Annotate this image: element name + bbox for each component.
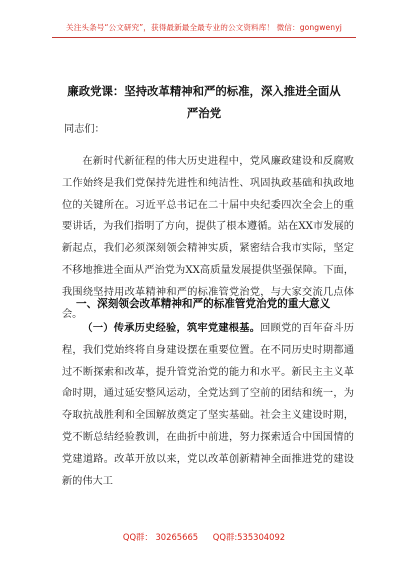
subsection-heading-1: （一）传承历史经验，筑牢党建根基。	[82, 322, 261, 334]
header-divider	[52, 37, 356, 38]
header-promo-text: 关注头条号“公文研究”，获得最新最全最专业的公文资料库！ 微信：gongwenyj	[66, 23, 342, 32]
paragraph-intro: 在新时代新征程的伟大历史进程中，党风廉政建设和反腐败工作始终是我们党保持先进性和纯洁性、巩固执政基础和执政地位的关键所在。习近平总书记在二十届中央纪委四次全会上的重要讲话，为我们指明了方向，提供了根本遵循。站在XX市发展的新起点，我们必须深刻领会精神实质，紧密结合我市实际，坚定不移地推进全面从严治党为XX高质量发展提供坚强保障。下面，我围绕坚持用改革精神和严的标准管党治党，与大家交流几点体会。	[62, 156, 354, 320]
salutation: 同志们：	[64, 124, 105, 135]
paragraph-history-body: 回顾党的百年奋斗历程，我们党始终将自身建设摆在重要位置。在不同历史时期都通过不断探索和改革，提升管党治党的能力和水平。新民主主义革命时期，通过延安整风运动，全党达到了空前的团结和统一，为夺取抗战胜利和全国解放奠定了坚实基础。社会主义建设时期，党不断总结经验教训，在曲折中前进，努力探索适合中国国情的党建道路。改革开放以来，党以改革创新精神全面推进党的建设新的伟大工	[62, 323, 354, 487]
footer-qq-group-2: QQ群:535304092	[212, 532, 286, 542]
paragraph-history	[62, 318, 354, 492]
document-title: 廉政党课：坚持改革精神和严的标准，深入推进全面从严治党	[67, 84, 341, 120]
section-heading-1: 一、深刻领会改革精神和严的标准管党治党的重大意义	[76, 298, 331, 310]
footer-contacts	[0, 531, 408, 543]
footer-qq-group-1: QQ群： 30265665	[122, 532, 199, 542]
